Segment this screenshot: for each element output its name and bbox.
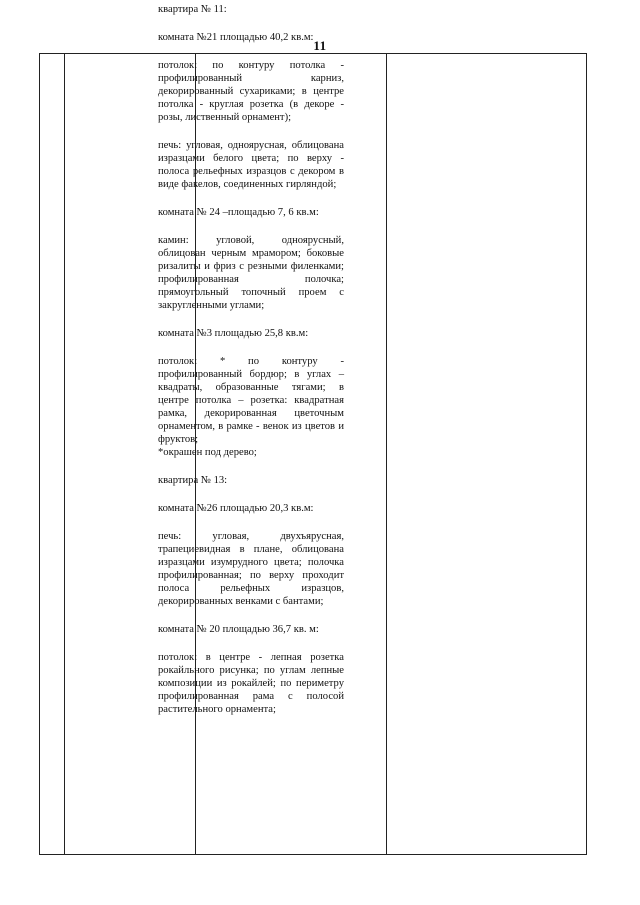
element-description: печь: угловая, одноярусная, облицована изразцами белого цвета; по верху - полоса рельефных изразцов с декором в виде факелов, соединенных гирляндой; xyxy=(158,140,344,190)
element-description: печь: угловая, двухъярусная, трапециевидная в плане, облицована изразцами изумрудного цвета; полочка профилированная; по верху проходит полоса рельефных изразцов, декорированных венками с бантами; xyxy=(158,531,344,607)
room-heading: комната №3 площадью 25,8 кв.м: xyxy=(158,328,309,339)
apartment-heading: квартира № 11: xyxy=(158,4,227,15)
room-heading: комната №26 площадью 20,3 кв.м: xyxy=(158,503,314,514)
description-column xyxy=(158,3,344,731)
apartment-heading: квартира № 13: xyxy=(158,475,228,486)
column-divider-1 xyxy=(64,54,65,854)
column-divider-3 xyxy=(386,54,387,854)
element-description: потолок: * по контуру - профилированный бордюр; в углах – квадраты, образованные тягами; в центре потолка – розетка: квадратная рамка, декорированная цветочным орнаментом, в рамке - венок из цветов и фруктов; *окрашен под дерево; xyxy=(158,356,344,458)
room-heading: комната № 24 –площадью 7, 6 кв.м: xyxy=(158,207,319,218)
footnote: *окрашен под дерево; xyxy=(158,447,257,458)
room-heading: комната №21 площадью 40,2 кв.м: xyxy=(158,32,314,43)
page-number: 11 xyxy=(313,38,327,53)
element-description: потолок: по контуру потолка - профилированный карниз, декорированный сухариками; в центре потолка - круглая розетка (в декоре - розы, лиственный орнамент); xyxy=(158,60,344,123)
room-heading: комната № 20 площадью 36,7 кв. м: xyxy=(158,624,319,635)
element-description: камин: угловой, одноярусный, облицован черным мрамором; боковые ризалиты и фриз с резными филенками; профилированная полочка; прямоугольный топочный проем с закругленными углами; xyxy=(158,235,344,311)
element-description: потолок: в центре - лепная розетка рокайльного рисунка; по углам лепные композиции из рокайлей; по периметру профилированная рама с полосой растительного орнамента; xyxy=(158,652,344,715)
